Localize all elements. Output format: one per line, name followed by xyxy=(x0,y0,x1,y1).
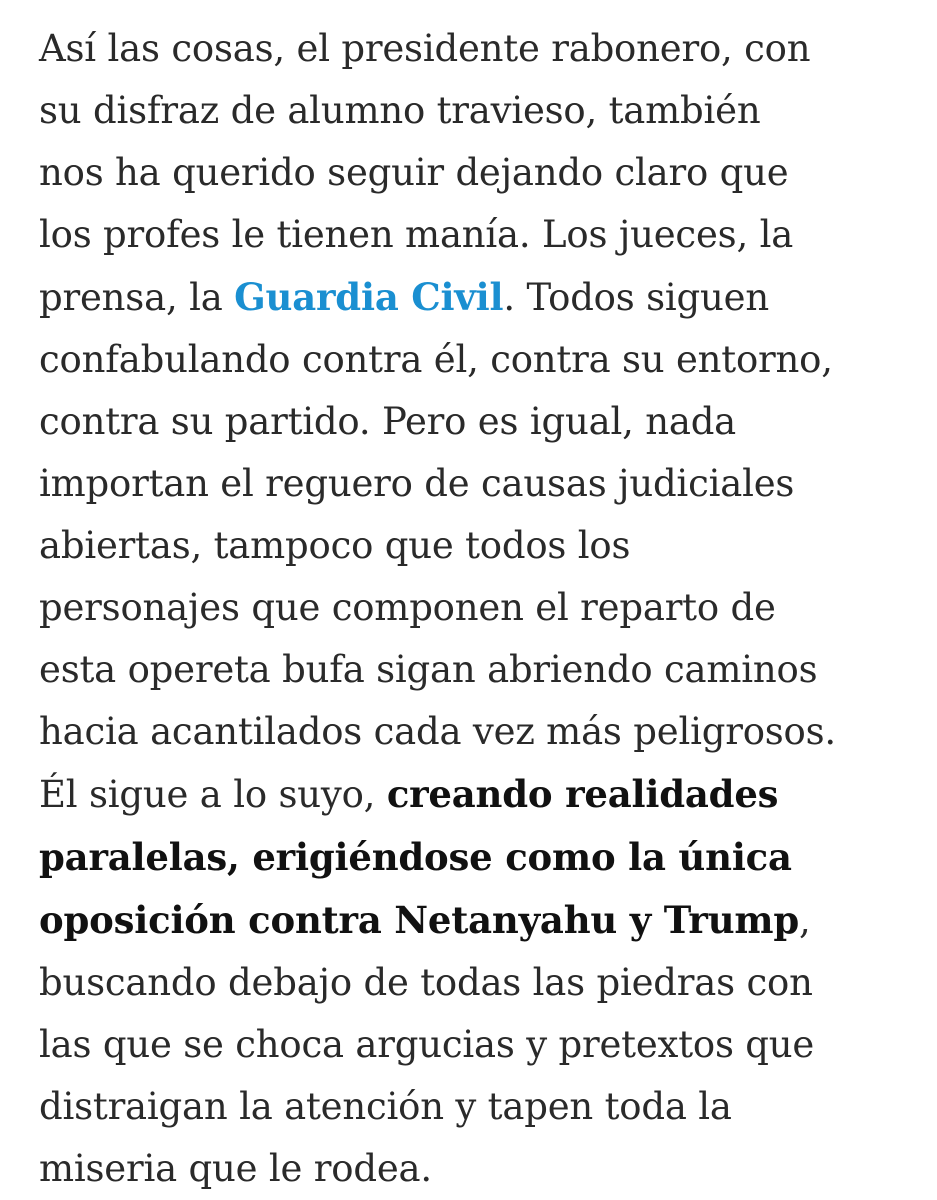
text-segment: . Todos siguen xyxy=(503,276,769,319)
text-line: confabulando contra él, contra su entorno, xyxy=(39,338,833,381)
text-line: los profes le tienen manía. Los jueces, la xyxy=(39,213,794,256)
text-line xyxy=(39,826,929,889)
text-line: Así las cosas, el presidente rabonero, con xyxy=(39,27,811,70)
text-line xyxy=(39,266,929,329)
text-line: esta opereta bufa sigan abriendo caminos xyxy=(39,648,818,691)
text-line: buscando debajo de todas las piedras con xyxy=(39,961,813,1004)
text-line: hacia acantilados cada vez más peligrosos. xyxy=(39,710,836,753)
text-line: personajes que componen el reparto de xyxy=(39,586,776,629)
bold-emphasis: paralelas, erigiéndose como la única xyxy=(39,835,792,879)
text-line: nos ha querido seguir dejando claro que xyxy=(39,151,789,194)
text-line xyxy=(39,889,929,952)
text-line: su disfraz de alumno travieso, también xyxy=(39,89,761,132)
text-line: distraigan la atención y tapen toda la xyxy=(39,1085,732,1128)
article-paragraph xyxy=(39,18,929,1200)
text-segment: Él sigue a lo suyo, xyxy=(39,773,387,816)
text-line: miseria que le rodea. xyxy=(39,1147,432,1190)
text-line: contra su partido. Pero es igual, nada xyxy=(39,400,737,443)
guardia-civil-link[interactable]: Guardia Civil xyxy=(234,275,504,319)
text-line: las que se choca argucias y pretextos que xyxy=(39,1023,815,1066)
text-line: abiertas, tampoco que todos los xyxy=(39,524,631,567)
bold-emphasis: creando realidades xyxy=(386,772,779,816)
text-segment: prensa, la xyxy=(39,276,235,319)
text-segment: , xyxy=(799,899,811,942)
bold-emphasis: oposición contra Netanyahu y Trump xyxy=(39,898,800,942)
text-line: importan el reguero de causas judiciales xyxy=(39,462,795,505)
text-line xyxy=(39,763,929,826)
